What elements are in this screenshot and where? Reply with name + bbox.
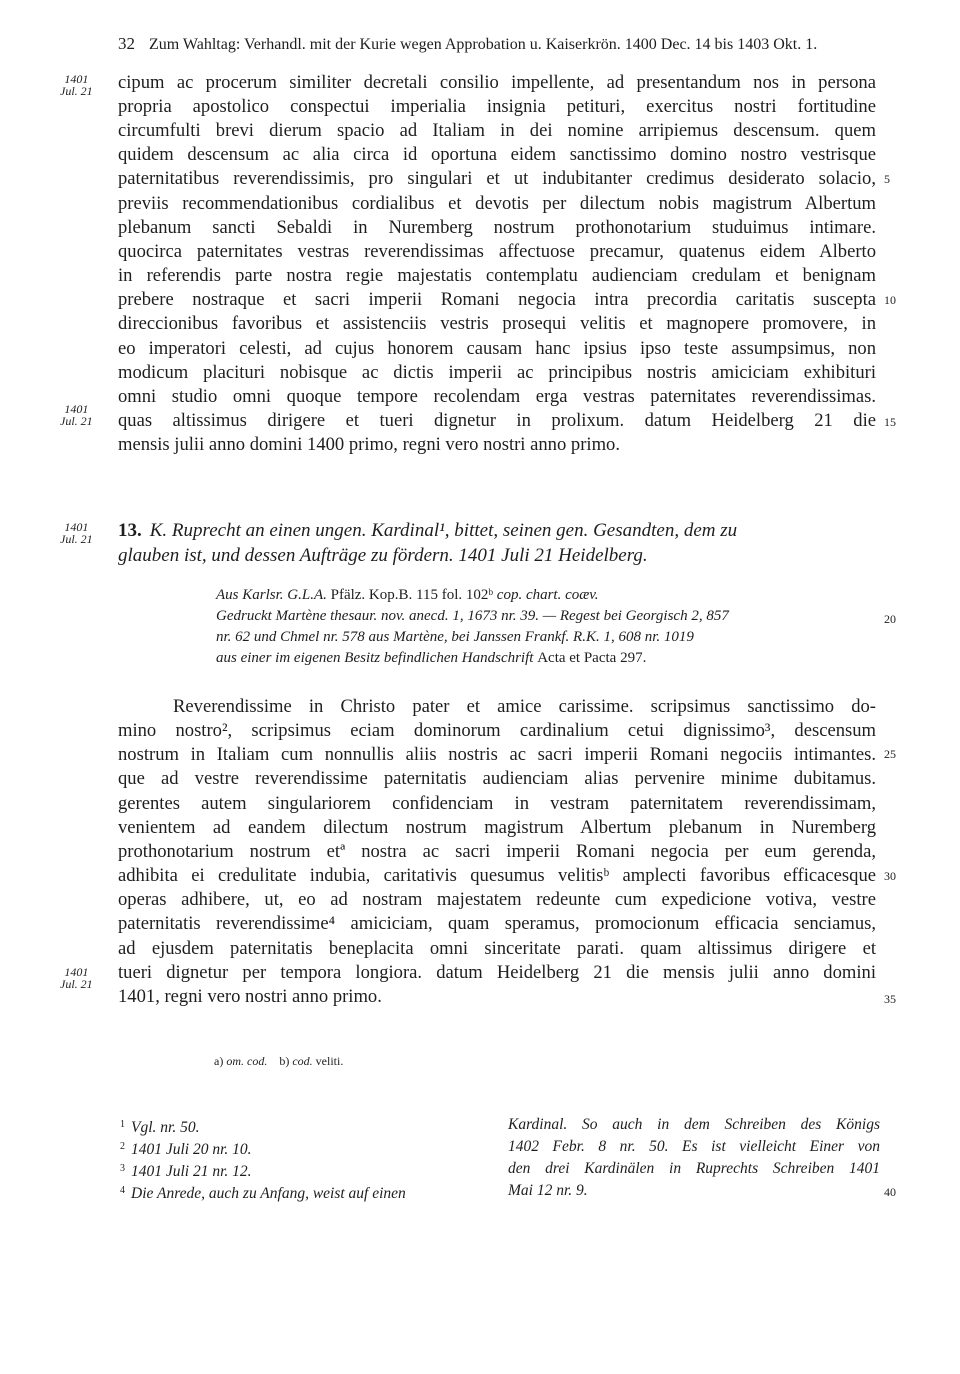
footnote: $^3$ 1401 Juli 21 nr. 12. bbox=[120, 1163, 252, 1180]
line-number: 5 bbox=[884, 172, 890, 186]
running-title: Zum Wahltag: Verhandl. mit der Kurie wegen Approbation u. Kaiserkrön. 1400 Dec. 14 bis 1403 Okt. 1. bbox=[149, 36, 818, 53]
line-number: 20 bbox=[884, 612, 896, 626]
document-number: 13. bbox=[118, 520, 142, 541]
text-line: mino nostro², scripsimus eciam dominorum cardinalium cetui dignissimo³, descensum bbox=[118, 720, 876, 741]
text-line: modicum placituri nobisque ac dictis imperii ac principibus nostris amiciciam exhibituri bbox=[118, 362, 876, 383]
text-line: circumfulti brevi dierum spacio ad Italiam in dei nomine arripiemus descensum. quem bbox=[118, 120, 876, 141]
footnote-line: den drei Kardinälen in Ruprechts Schreiben 1401 bbox=[508, 1160, 880, 1177]
footnote-line: Kardinal. So auch in dem Schreiben des Königs bbox=[508, 1116, 880, 1133]
footnote: $^4$ Die Anrede, auch zu Anfang, weist auf einen bbox=[120, 1185, 406, 1202]
footnote-line: Mai 12 nr. 9. bbox=[508, 1182, 588, 1199]
text-line: prothonotarium nostrum etª nostra ac sacri imperii Romani negocia per eum gerenda, bbox=[118, 841, 876, 862]
document-title-line: K. Ruprecht an einen ungen. Kardinal¹, bittet, seinen gen. Gesandten, dem zu bbox=[149, 520, 738, 541]
line-number: 40 bbox=[884, 1185, 896, 1199]
document-heading bbox=[118, 518, 878, 543]
text-line: in referendis parte nostra regie majestatis contemplatu audienciam credulam et benignam bbox=[118, 265, 876, 286]
text-line: operas adhibere, ut, eo ad nostram majestatem redeunte cum expedicione votiva, vestre bbox=[118, 889, 876, 910]
source-line: nr. 62 und Chmel nr. 578 aus Martène, bei Janssen Frankf. R.K. 1, 608 nr. 1019 bbox=[216, 629, 694, 645]
line-number: 25 bbox=[884, 747, 896, 761]
footnote-continuation bbox=[508, 1114, 880, 1202]
margin-date-note: 1401 Jul. 21 bbox=[60, 402, 93, 428]
text-line: previis recommendationibus cordialibus et devotis per dilectum nobis magistrum Albertum bbox=[118, 193, 876, 214]
critical-apparatus: a) om. cod. b) cod. veliti. bbox=[214, 1054, 344, 1068]
text-line: omni studio omni quoque tempore recolendam erga vestras paternitates reverendissimas. bbox=[118, 386, 876, 407]
margin-date-note: 1401 Jul. 21 bbox=[60, 72, 93, 98]
footnote: $^2$ 1401 Juli 20 nr. 10. bbox=[120, 1141, 252, 1158]
source-line: aus einer im eigenen Besitz befindlichen Handschrift Acta et Pacta 297. bbox=[216, 650, 647, 666]
text-line: nostrum in Italiam cum nonnullis aliis nostris ac sacri imperii Romani negociis intimantes. bbox=[118, 744, 876, 765]
text-line: quas altissimus dirigere et tueri dignetur in prolixum. datum Heidelberg 21 die bbox=[118, 410, 876, 431]
line-number: 30 bbox=[884, 869, 896, 883]
text-line: adhibita ei credulitate indubia, caritativis quesumus velitisᵇ amplecti favoribus efficacesque bbox=[118, 865, 876, 886]
text-line: Reverendissime in Christo pater et amice carissime. scripsimus sanctissimo do- bbox=[173, 696, 876, 717]
line-number: 35 bbox=[884, 992, 896, 1006]
text-line: plebanum sancti Sebaldi in Nuremberg nostrum prothonotarium studuimus intimare. bbox=[118, 217, 876, 238]
text-line: quidem descensum ac alia circa id oportuna eidem sanctissimo domino nostro vestrisque bbox=[118, 144, 876, 165]
text-line: quocirca paternitates vestras reverendissimas affectuose precamur, quatenus eidem Alberto bbox=[118, 241, 876, 262]
text-line: direccionibus favoribus et assistenciis vestris prosequi velitis et magnopere promovere, in bbox=[118, 313, 876, 334]
text-line: paternitatibus reverendissimis, pro singulari et ut indubitanter credimus desiderato solacio, bbox=[118, 168, 876, 189]
footnote: $^1$ Vgl. nr. 50. bbox=[120, 1119, 200, 1136]
running-header bbox=[118, 34, 878, 55]
source-line: Gedruckt Martène thesaur. nov. anecd. 1, 1673 nr. 39. — Regest bei Georgisch 2, 857 bbox=[216, 608, 729, 624]
page-number: 32 bbox=[118, 34, 135, 53]
margin-date-note: 1401 Jul. 21 bbox=[60, 520, 93, 546]
document-title-line: glauben ist, und dessen Aufträge zu fördern. 1401 Juli 21 Heidelberg. bbox=[118, 545, 648, 566]
text-line: cipum ac procerum similiter decretali consilio impellente, ad presentandum nos in persona bbox=[118, 72, 876, 93]
line-number: 15 bbox=[884, 415, 896, 429]
margin-date-note: 1401 Jul. 21 bbox=[60, 965, 93, 991]
document-heading bbox=[118, 543, 878, 568]
text-line: tueri dignetur per tempora longiora. datum Heidelberg 21 die mensis julii anno domini bbox=[118, 962, 876, 983]
text-line: paternitatis reverendissime⁴ amiciciam, quam speramus, promocionum efficacia senciamus, bbox=[118, 913, 876, 934]
text-line: venientem ad eandem dilectum nostrum magistrum Albertum plebanum in Nuremberg bbox=[118, 817, 876, 838]
text-line: prebere nostraque et sacri imperii Romani negocia intra precordia caritatis suscepta bbox=[118, 289, 876, 310]
text-line: ad ejusdem paternitatis beneplacita omni sinceritate parati. quam altissimus dirigere et bbox=[118, 938, 876, 959]
text-line: que ad vestre reverendissime paternitatis audienciam alias pervenire minime dubitamus. bbox=[118, 768, 876, 789]
text-line: propria apostolico conspectui imperialia insignia petituri, exercitus nostri fortitudine bbox=[118, 96, 876, 117]
text-line: gerentes autem singulariorem confidenciam in vestram paternitatem reverendissimam, bbox=[118, 793, 876, 814]
source-line: Aus Karlsr. G.L.A. Pfälz. Kop.B. 115 fol. 102ᵇ cop. chart. coæv. bbox=[216, 587, 599, 603]
footnote-line: 1402 Febr. 8 nr. 50. Es ist vielleicht Einer von bbox=[508, 1138, 880, 1155]
text-line: eo imperatori celesti, ad cujus honorem causam hanc ipsius ipso teste assumpsimus, non bbox=[118, 338, 876, 359]
text-line: mensis julii anno domini 1400 primo, regni vero nostri anno primo. bbox=[118, 434, 620, 455]
line-number: 10 bbox=[884, 293, 896, 307]
text-line: 1401, regni vero nostri anno primo. bbox=[118, 986, 382, 1007]
